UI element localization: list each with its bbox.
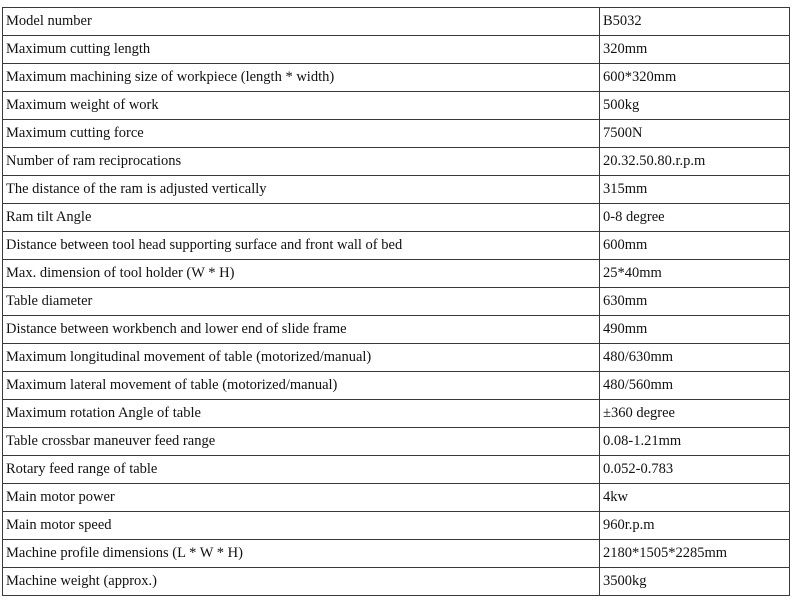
spec-value: ±360 degree — [600, 400, 790, 428]
spec-value: 4kw — [600, 484, 790, 512]
table-row — [3, 400, 790, 428]
spec-value: 600*320mm — [600, 64, 790, 92]
table-row — [3, 64, 790, 92]
spec-table — [2, 7, 790, 596]
spec-label: Main motor speed — [3, 512, 600, 540]
spec-value: 960r.p.m — [600, 512, 790, 540]
spec-value: 20.32.50.80.r.p.m — [600, 148, 790, 176]
spec-value: 500kg — [600, 92, 790, 120]
table-row — [3, 288, 790, 316]
spec-label: Main motor power — [3, 484, 600, 512]
spec-label: Distance between tool head supporting surface and front wall of bed — [3, 232, 600, 260]
table-row — [3, 176, 790, 204]
spec-value: 25*40mm — [600, 260, 790, 288]
spec-label: Maximum cutting length — [3, 36, 600, 64]
table-row — [3, 92, 790, 120]
spec-value: 320mm — [600, 36, 790, 64]
spec-label: Distance between workbench and lower end of slide frame — [3, 316, 600, 344]
spec-label: Maximum cutting force — [3, 120, 600, 148]
table-row — [3, 260, 790, 288]
table-row — [3, 316, 790, 344]
spec-value: 0.08-1.21mm — [600, 428, 790, 456]
spec-value: 480/630mm — [600, 344, 790, 372]
spec-label: Maximum machining size of workpiece (length * width) — [3, 64, 600, 92]
spec-label: Ram tilt Angle — [3, 204, 600, 232]
table-row — [3, 428, 790, 456]
table-row — [3, 36, 790, 64]
table-row — [3, 456, 790, 484]
spec-label: Machine profile dimensions (L * W * H) — [3, 540, 600, 568]
spec-label: Machine weight (approx.) — [3, 568, 600, 596]
table-row — [3, 148, 790, 176]
table-row — [3, 512, 790, 540]
spec-value: 480/560mm — [600, 372, 790, 400]
table-row — [3, 540, 790, 568]
table-row — [3, 372, 790, 400]
table-row — [3, 568, 790, 596]
spec-label: Table diameter — [3, 288, 600, 316]
spec-label: Model number — [3, 8, 600, 36]
table-row — [3, 204, 790, 232]
spec-label: Max. dimension of tool holder (W * H) — [3, 260, 600, 288]
spec-label: Maximum longitudinal movement of table (motorized/manual) — [3, 344, 600, 372]
spec-value: B5032 — [600, 8, 790, 36]
spec-value: 0.052-0.783 — [600, 456, 790, 484]
spec-label: Rotary feed range of table — [3, 456, 600, 484]
table-row — [3, 344, 790, 372]
spec-label: Maximum weight of work — [3, 92, 600, 120]
table-row — [3, 484, 790, 512]
spec-label: Maximum lateral movement of table (motorized/manual) — [3, 372, 600, 400]
spec-label: Maximum rotation Angle of table — [3, 400, 600, 428]
spec-value: 315mm — [600, 176, 790, 204]
spec-value: 7500N — [600, 120, 790, 148]
table-row — [3, 232, 790, 260]
spec-value: 2180*1505*2285mm — [600, 540, 790, 568]
table-row — [3, 8, 790, 36]
spec-label: Number of ram reciprocations — [3, 148, 600, 176]
spec-label: Table crossbar maneuver feed range — [3, 428, 600, 456]
table-row — [3, 120, 790, 148]
spec-value: 0-8 degree — [600, 204, 790, 232]
spec-value: 630mm — [600, 288, 790, 316]
spec-value: 490mm — [600, 316, 790, 344]
spec-value: 600mm — [600, 232, 790, 260]
spec-label: The distance of the ram is adjusted vertically — [3, 176, 600, 204]
spec-value: 3500kg — [600, 568, 790, 596]
